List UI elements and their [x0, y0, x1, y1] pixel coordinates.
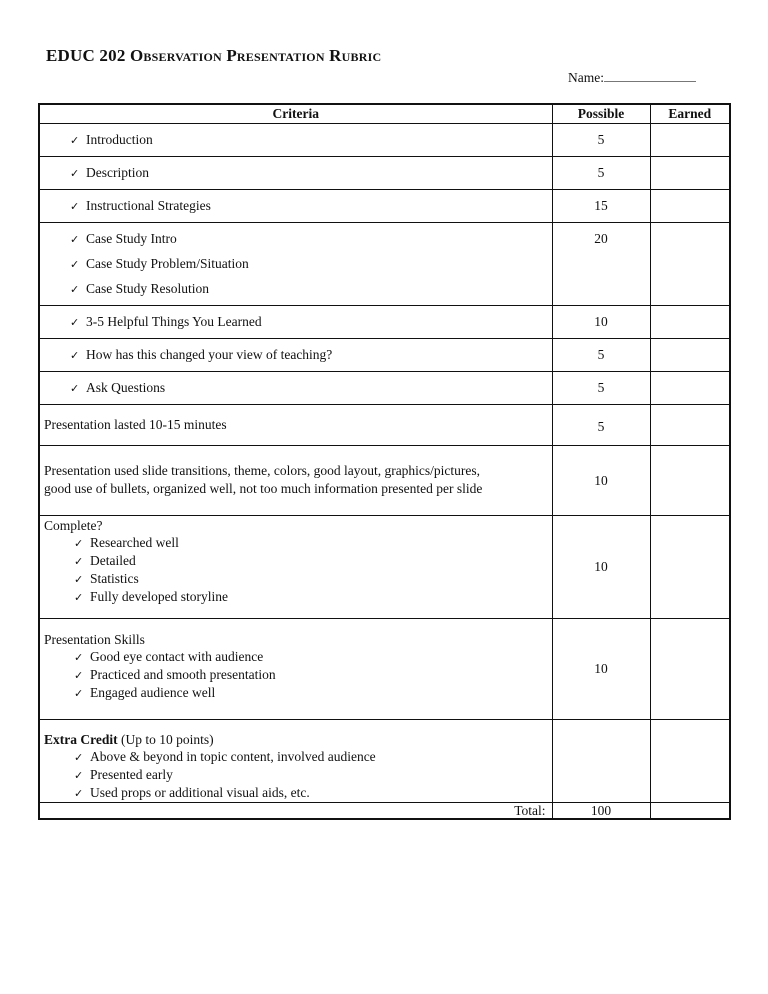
checklist-item: ✓ Used props or additional visual aids, etc.	[74, 784, 552, 802]
total-possible: 100	[552, 803, 650, 820]
extra-credit-note: (Up to 10 points)	[117, 732, 214, 747]
earned-cell[interactable]	[650, 223, 730, 306]
checklist-item: ✓ 3-5 Helpful Things You Learned	[70, 309, 552, 334]
checklist-item: ✓ Fully developed storyline	[74, 588, 552, 606]
name-blank-line[interactable]	[604, 69, 696, 82]
checklist-item: ✓ Introduction	[70, 127, 552, 152]
criteria-cell	[39, 516, 552, 619]
possible-cell: 5	[552, 124, 650, 157]
possible-cell	[552, 720, 650, 803]
criteria-line: Presentation used slide transitions, theme, colors, good layout, graphics/pictures,	[44, 463, 481, 478]
criteria-cell	[39, 157, 552, 190]
table-row	[39, 516, 730, 619]
possible-cell: 10	[552, 306, 650, 339]
header-row	[39, 104, 730, 124]
table-row	[39, 372, 730, 405]
criteria-cell	[39, 720, 552, 803]
table-row	[39, 190, 730, 223]
name-field[interactable]	[568, 69, 696, 86]
criteria-heading	[44, 731, 552, 748]
earned-cell[interactable]	[650, 446, 730, 516]
checklist-item: ✓ Presented early	[74, 766, 552, 784]
checklist-item: ✓ Description	[70, 160, 552, 185]
title-course: EDUC 202	[46, 46, 126, 65]
possible-cell: 20	[552, 223, 650, 306]
criteria-line: good use of bullets, organized well, not too much information presented per slide	[44, 481, 483, 496]
total-earned-cell[interactable]	[650, 803, 730, 820]
checklist-item: ✓ Engaged audience well	[74, 684, 552, 702]
table-row	[39, 223, 730, 306]
possible-cell: 10	[552, 516, 650, 619]
criteria-cell	[39, 124, 552, 157]
checklist-item: ✓ Case Study Resolution	[70, 276, 552, 301]
criteria-cell	[39, 306, 552, 339]
possible-header: Possible	[552, 104, 650, 124]
table-row	[39, 306, 730, 339]
earned-cell[interactable]	[650, 405, 730, 446]
earned-header: Earned	[650, 104, 730, 124]
earned-cell[interactable]	[650, 619, 730, 720]
criteria-cell: Presentation lasted 10-15 minutes	[39, 405, 552, 446]
criteria-cell	[39, 339, 552, 372]
table-row	[39, 446, 730, 516]
title-text: Observation Presentation Rubric	[129, 46, 382, 65]
checklist-item: ✓ Above & beyond in topic content, involved audience	[74, 748, 552, 766]
possible-cell: 5	[552, 405, 650, 446]
table-row	[39, 339, 730, 372]
criteria-cell	[39, 223, 552, 306]
earned-cell[interactable]	[650, 339, 730, 372]
checklist-item: ✓ Researched well	[74, 534, 552, 552]
checklist-item: ✓ Case Study Intro	[70, 226, 552, 251]
checklist-item: ✓ Practiced and smooth presentation	[74, 666, 552, 684]
criteria-cell	[39, 619, 552, 720]
checklist-item: ✓ Good eye contact with audience	[74, 648, 552, 666]
extra-credit-label: Extra Credit	[44, 732, 118, 747]
checklist-item: ✓ Ask Questions	[70, 375, 552, 400]
earned-cell[interactable]	[650, 190, 730, 223]
name-label: Name:	[568, 70, 604, 85]
earned-cell[interactable]	[650, 516, 730, 619]
criteria-cell	[39, 446, 552, 516]
possible-cell: 5	[552, 372, 650, 405]
table-row	[39, 157, 730, 190]
criteria-cell	[39, 190, 552, 223]
table-row	[39, 405, 730, 446]
table-row	[39, 124, 730, 157]
criteria-heading: Presentation Skills	[44, 632, 145, 647]
earned-cell[interactable]	[650, 720, 730, 803]
checklist-item: ✓ Case Study Problem/Situation	[70, 251, 552, 276]
earned-cell[interactable]	[650, 124, 730, 157]
earned-cell[interactable]	[650, 157, 730, 190]
total-label: Total:	[39, 803, 552, 820]
document-title	[46, 46, 381, 66]
earned-cell[interactable]	[650, 372, 730, 405]
checklist-item: ✓ How has this changed your view of teaching?	[70, 342, 552, 367]
rubric-table	[38, 103, 731, 820]
possible-cell: 5	[552, 339, 650, 372]
checklist-item: ✓ Detailed	[74, 552, 552, 570]
table-row	[39, 619, 730, 720]
checklist-item: ✓ Instructional Strategies	[70, 193, 552, 218]
total-row	[39, 803, 730, 820]
possible-cell: 5	[552, 157, 650, 190]
criteria-header: Criteria	[39, 104, 552, 124]
checklist-item: ✓ Statistics	[74, 570, 552, 588]
earned-cell[interactable]	[650, 306, 730, 339]
possible-cell: 10	[552, 619, 650, 720]
criteria-cell	[39, 372, 552, 405]
criteria-heading: Complete?	[44, 518, 103, 533]
possible-cell: 10	[552, 446, 650, 516]
possible-cell: 15	[552, 190, 650, 223]
extra-credit-row	[39, 720, 730, 803]
